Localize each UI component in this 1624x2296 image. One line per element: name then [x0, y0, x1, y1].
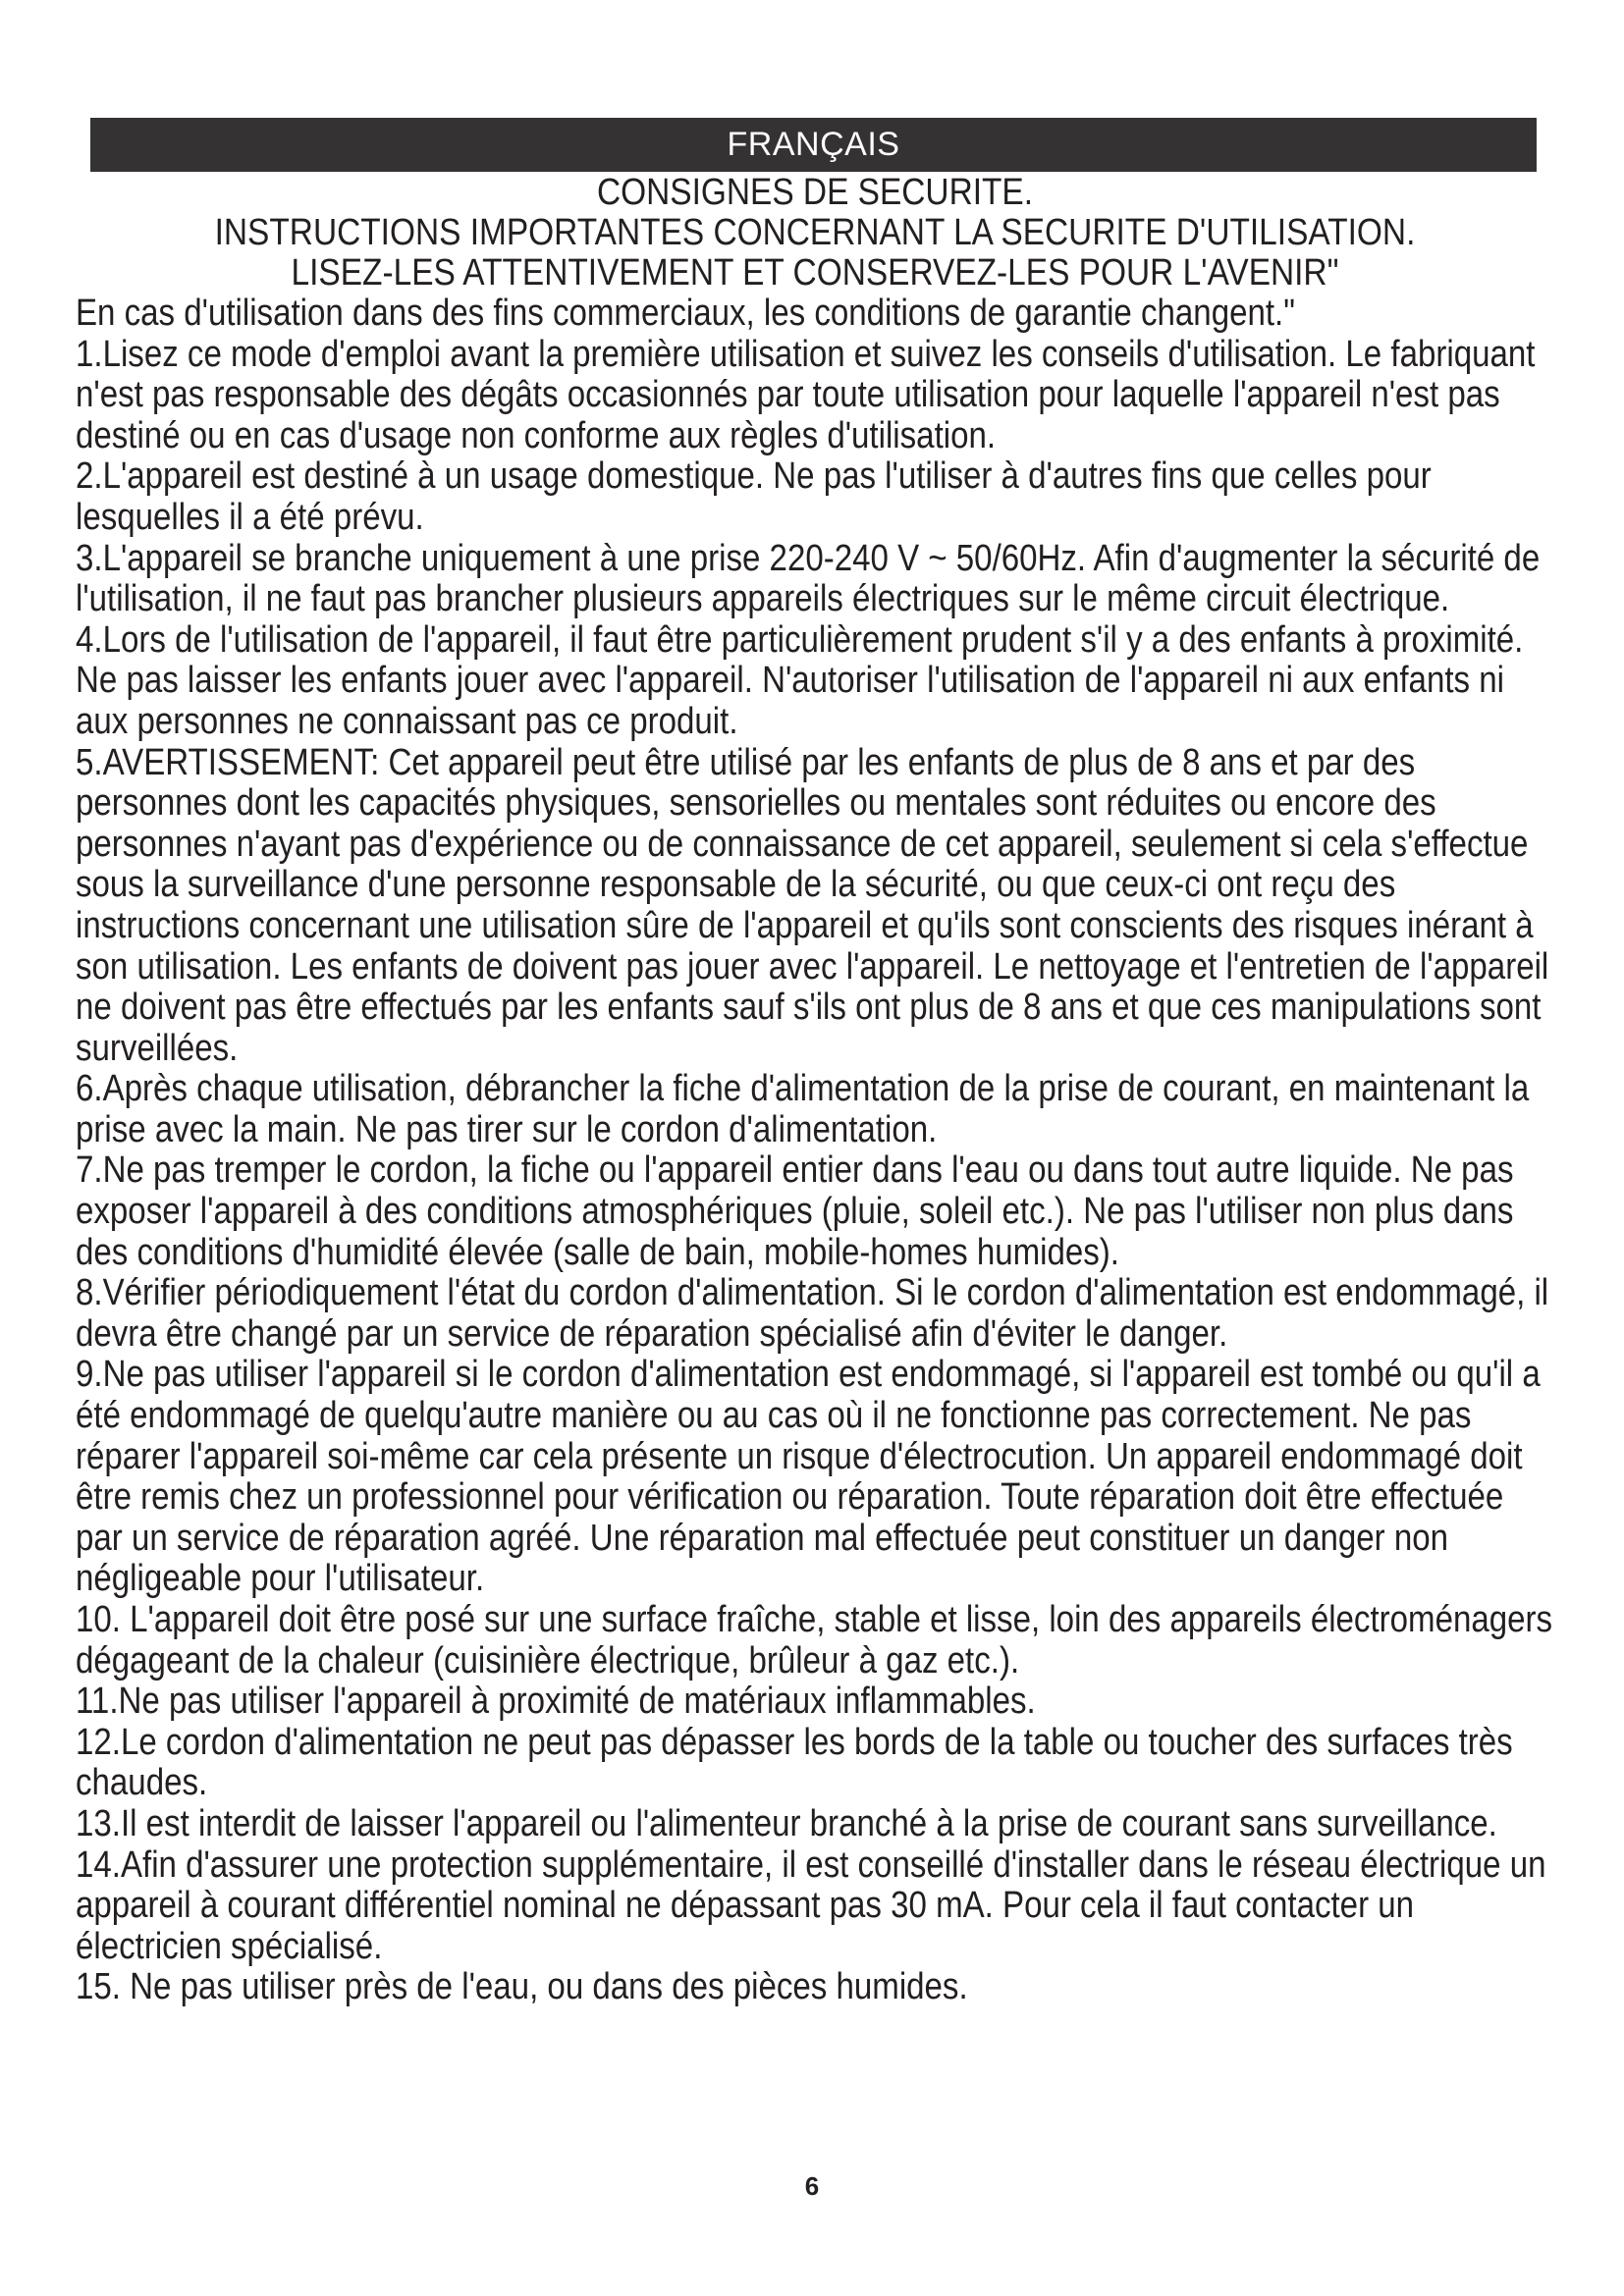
instruction-item-14: 14.Afin d'assurer une protection supplémentaire, il est conseillé d'installer dans le réseau électrique un appareil à courant différentiel nominal ne dépassant pas 30 mA. Pour cela il faut contacter un électricien spécialisé.	[76, 1843, 1546, 1967]
instruction-item-6: 6.Après chaque utilisation, débrancher la fiche d'alimentation de la prise de courant, en maintenant la prise avec la main. Ne pas tirer sur le cordon d'alimentation.	[76, 1068, 1530, 1150]
section-title: CONSIGNES DE SECURITE.	[596, 172, 1034, 213]
page-number: 6	[804, 2171, 820, 2201]
instruction-item-5: 5.AVERTISSEMENT: Cet appareil peut être utilisé par les enfants de plus de 8 ans et par des personnes dont les capacités physiques, sensorielles ou mentales sont réduites ou encore des personnes n'ayant pas d'expérience ou de connaissance de cet appareil, seulement si cela s'effectue sous la surveillance d'une personne responsable de la sécurité, ou que ceux-ci ont reçu des instructions concernant une utilisation sûre de l'appareil et qu'ils sont conscients des risques inérant à son utilisation. Les enfants de doivent pas jouer avec l'appareil. Le nettoyage et l'entretien de l'appareil ne doivent pas être effectués par les enfants sauf s'ils ont plus de 8 ans et que ces manipulations sont surveillées.	[76, 741, 1549, 1069]
commercial-use-note: En cas d'utilisation dans des fins commerciaux, les conditions de garantie changent."	[76, 293, 1295, 334]
instruction-item-3: 3.L'appareil se branche uniquement à une prise 220-240 V ~ 50/60Hz. Afin d'augmenter la sécurité de l'utilisation, il ne faut pas brancher plusieurs appareils électriques sur le même circuit électrique.	[76, 537, 1541, 620]
instruction-item-11: 11.Ne pas utiliser l'appareil à proximité de matériaux inflammables.	[76, 1681, 1036, 1723]
section-subtitle: INSTRUCTIONS IMPORTANTES CONCERNANT LA SECURITE D'UTILISATION.	[214, 212, 1416, 253]
instruction-item-13: 13.Il est interdit de laisser l'appareil ou l'alimenteur branché à la prise de courant sans surveillance.	[76, 1802, 1497, 1844]
instruction-item-2: 2.L'appareil est destiné à un usage domestique. Ne pas l'utiliser à d'autres fins que celles pour lesquelles il a été prévu.	[76, 455, 1432, 538]
instruction-item-7: 7.Ne pas tremper le cordon, la fiche ou l'appareil entier dans l'eau ou dans tout autre liquide. Ne pas exposer l'appareil à des conditions atmosphériques (pluie, soleil etc.). Ne pas l'utiliser non plus dans des conditions d'humidité élevée (salle de bain, mobile-homes humides).	[76, 1149, 1514, 1273]
instruction-item-10: 10. L'appareil doit être posé sur une surface fraîche, stable et lisse, loin des appareils électroménagers dégageant de la chaleur (cuisinière électrique, brûleur à gaz etc.).	[76, 1599, 1553, 1682]
instruction-item-12: 12.Le cordon d'alimentation ne peut pas dépasser les bords de la table ou toucher des surfaces très chaudes.	[76, 1721, 1513, 1804]
safety-instructions-body	[76, 294, 1558, 2008]
instruction-item-1: 1.Lisez ce mode d'emploi avant la première utilisation et suivez les conseils d'utilisation. Le fabriquant n'est pas responsable des dégâts occasionnés par toute utilisation pour laquelle l'appareil n'est pas destiné ou en cas d'usage non conforme aux règles d'utilisation.	[76, 333, 1536, 456]
language-header-bar: FRANÇAIS	[90, 118, 1537, 172]
instruction-item-9: 9.Ne pas utiliser l'appareil si le cordon d'alimentation est endommagé, si l'appareil est tombé ou qu'il a été endommagé de quelqu'autre manière ou au cas où il ne fonctionne pas correctement. Ne pas réparer l'appareil soi-même car cela présente un risque d'électrocution. Un appareil endommagé doit être remis chez un professionnel pour vérification ou réparation. Toute réparation doit être effectuée par un service de réparation agréé. Une réparation mal effectuée peut constituer un danger non négligeable pour l'utilisateur.	[76, 1354, 1541, 1600]
instruction-item-4: 4.Lors de l'utilisation de l'appareil, il faut être particulièrement prudent s'il y a des enfants à proximité. Ne pas laisser les enfants jouer avec l'appareil. N'autoriser l'utilisation de l'appareil ni aux enfants ni aux personnes ne connaissant pas ce produit.	[76, 618, 1524, 742]
safety-headings	[69, 173, 1561, 294]
instruction-item-8: 8.Vérifier périodiquement l'état du cordon d'alimentation. Si le cordon d'alimentation est endommagé, il devra être changé par un service de réparation spécialisé afin d'éviter le danger.	[76, 1272, 1549, 1355]
instruction-item-15: 15. Ne pas utiliser près de l'eau, ou dans des pièces humides.	[76, 1966, 968, 2008]
section-notice: LISEZ-LES ATTENTIVEMENT ET CONSERVEZ-LES POUR L'AVENIR"	[291, 252, 1339, 294]
